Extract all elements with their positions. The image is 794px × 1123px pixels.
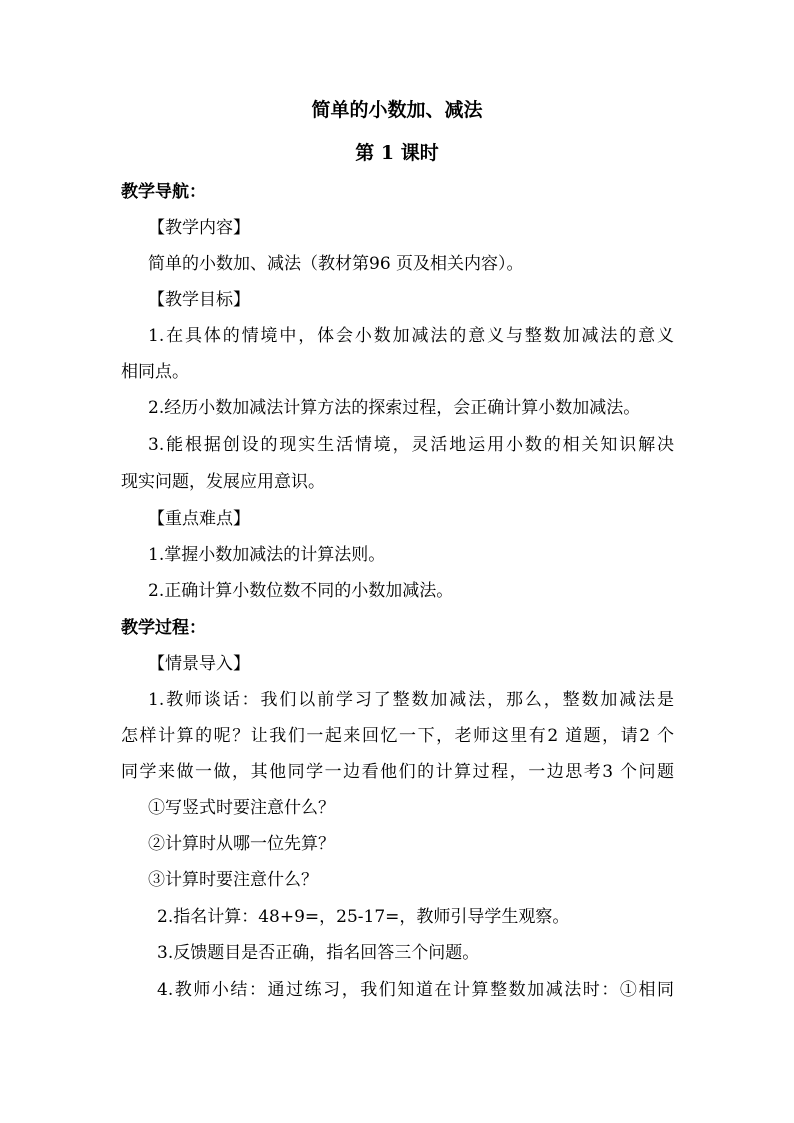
objectives-heading: 【教学目标】 <box>148 290 250 310</box>
objective-1-line-2: 相同点。 <box>121 362 189 382</box>
step-2: 2.指名计算：48+9=，25-17=，教师引导学生观察。 <box>157 907 570 927</box>
keypoint-1: 1.掌握小数加减法的计算法则。 <box>148 545 386 565</box>
keypoint-2: 2.正确计算小数位数不同的小数加减法。 <box>148 581 454 601</box>
process-heading: 教学过程： <box>121 618 206 638</box>
lesson-title: 简单的小数加、减法 <box>311 99 483 121</box>
lesson-subtitle: 第 1 课时 <box>355 142 439 164</box>
intro-heading: 【情景导入】 <box>148 654 250 674</box>
step-1-line-2: 怎样计算的呢？让我们一起来回忆一下，老师这里有2 道题，请2 个 <box>121 726 674 746</box>
objective-3-line-1: 3.能根据创设的现实生活情境，灵活地运用小数的相关知识解决 <box>148 435 674 455</box>
content-heading: 【教学内容】 <box>148 218 250 238</box>
step-3: 3.反馈题目是否正确，指名回答三个问题。 <box>157 943 480 963</box>
step-4: 4.教师小结：通过练习，我们知道在计算整数加减法时：①相同 <box>157 980 674 1000</box>
objective-3-line-2: 现实问题，发展应用意识。 <box>121 472 325 492</box>
objective-1-line-1: 1.在具体的情境中，体会小数加减法的意义与整数加减法的意义 <box>148 326 674 346</box>
question-3: ③计算时要注意什么？ <box>148 870 318 890</box>
question-2: ②计算时从哪一位先算？ <box>148 834 335 854</box>
nav-heading: 教学导航： <box>121 182 206 202</box>
step-1-line-1: 1.教师谈话：我们以前学习了整数加减法，那么，整数加减法是 <box>148 690 674 710</box>
step-1-line-3: 同学来做一做，其他同学一边看他们的计算过程，一边思考3 个问题 <box>121 762 674 782</box>
objective-2: 2.经历小数加减法计算方法的探索过程，会正确计算小数加减法。 <box>148 398 641 418</box>
content-text: 简单的小数加、减法（教材第96 页及相关内容）。 <box>148 254 524 274</box>
keypoints-heading: 【重点难点】 <box>148 509 250 529</box>
question-1: ①写竖式时要注意什么？ <box>148 798 335 818</box>
